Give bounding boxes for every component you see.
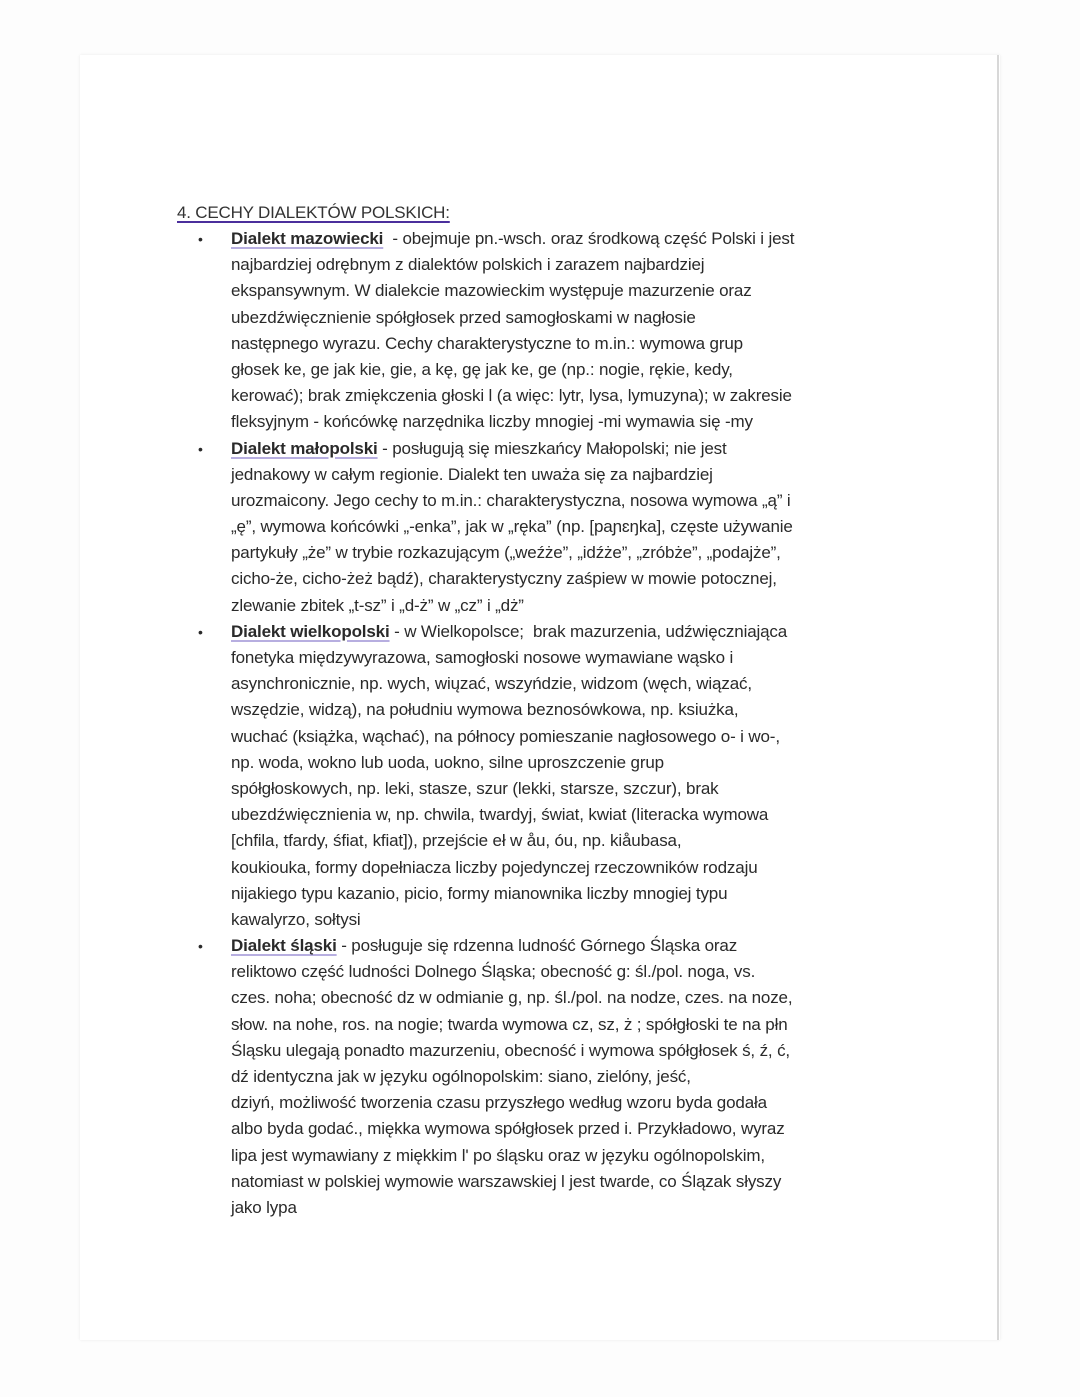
dialect-item [198, 436, 794, 619]
text-line: natomiast w polskiej wymowie warszawskiej l jest twarde, co Ślązak słyszy [231, 1171, 782, 1191]
bullet-icon: • [198, 440, 203, 457]
text-line [231, 226, 794, 252]
text-line: asynchronicznie, np. wych, wiųzać, wszyńdzie, widzom (węch, wiązać, [231, 674, 752, 694]
text-line: następnego wyrazu. Cechy charakterystyczne to m.in.: wymowa grup [231, 333, 743, 353]
dialect-description: - obejmuje pn.-wsch. oraz środkową część Polski i jest [383, 229, 795, 248]
text-line: kerować); brak zmiękczenia głoski l (a więc: lytr, lysa, lymuzyna); w zakresie [231, 386, 792, 406]
text-line: „ę”, wymowa końcówki „-enka”, jak w „ręka” (np. [paɲɛŋka], częste używanie [231, 517, 793, 537]
text-line: fonetyka międzywyrazowa, samogłoski nosowe wymawiane wąsko i [231, 648, 734, 667]
dialect-description: - posługują się mieszkańcy Małopolski; nie jest [377, 438, 727, 458]
text-line: fleksyjnym - końcówkę narzędnika liczby mnogiej -mi wymawia się -my [231, 412, 753, 432]
text-line: słow. na nohe, ros. na nogie; twarda wymowa cz, sz, ż ; spółgłoski te na płn [231, 1014, 788, 1034]
dialect-item [198, 933, 794, 1221]
text-line [231, 619, 794, 645]
text-line: głosek ke, ge jak kie, gie, a kę, gę jak ke, ge (np.: nogie, rękie, kedy, [231, 359, 733, 379]
text-line [231, 436, 794, 462]
text-line: najbardziej odrębnym z dialektów polskich i zarazem najbardziej [231, 255, 705, 275]
text-line: dziyń, możliwość tworzenia czasu przyszłego według wzoru byda godała [231, 1093, 767, 1113]
dialect-name: Dialekt mazowiecki [231, 229, 384, 248]
text-line: kawalyrzo, sołtysi [231, 909, 361, 929]
text-line: wszędzie, widzą), na południu wymowa beznosówkowa, np. ksiużka, [231, 700, 739, 720]
text-line: albo byda godać., miękka wymowa spółgłosek przed i. Przykładowo, wyraz [231, 1119, 785, 1139]
text-line [231, 933, 794, 959]
text-line: czes. noha; obecność dz w odmianie g, np. śl./pol. na nodze, czes. na noze, [231, 988, 793, 1008]
text-line: spółgłoskowych, np. leki, stasze, szur (lekki, starsze, szczur), brak [231, 778, 719, 798]
dialect-name: Dialekt wielkopolski [231, 621, 390, 641]
text-line: cicho-że, cicho-żeż bądź), charakterystyczny zaśpiew w mowie potocznej, [231, 569, 777, 589]
text-line: urozmaicony. Jego cechy to m.in.: charakterystyczna, nosowa wymowa „ą” i [231, 490, 791, 510]
text-line: ubezdźwięcznienie spółgłosek przed samogłoskami w nagłosie [231, 307, 696, 327]
bullet-icon: • [198, 623, 203, 640]
page-edge [997, 55, 999, 1340]
text-line: lipa jest wymawiany z miękkim l' po śląsku oraz w języku ogólnopolskim, [231, 1145, 765, 1165]
dialect-list [198, 226, 795, 1221]
dialect-item [198, 619, 794, 933]
dialect-name: Dialekt małopolski [231, 438, 378, 458]
dialect-item [198, 226, 795, 436]
section-heading: 4. CECHY DIALEKTÓW POLSKICH: [177, 203, 450, 222]
text-line: jako lypa [231, 1197, 297, 1217]
dialect-description: - posługuje się rdzenna ludność Górnego Śląska oraz [336, 936, 738, 956]
bullet-icon: • [198, 231, 203, 247]
text-line: zlewanie zbitek „t-sz” i „d-ż” w „cz” i „dż” [231, 595, 524, 615]
dialect-description: - w Wielkopolsce; brak mazurzenia, udźwięczniająca [389, 621, 788, 641]
text-line: Śląsku ulegają ponadto mazurzeniu, obecność i wymowa spółgłosek ś, ź, ć, [231, 1040, 790, 1060]
dialect-name: Dialekt śląski [231, 936, 337, 956]
text-line: jednakowy w całym regionie. Dialekt ten uważa się za najbardziej [231, 464, 713, 484]
text-line: ubezdźwięcznienia w, np. chwila, twardyj, świat, kwiat (literacka wymowa [231, 805, 769, 825]
text-line: reliktowo część ludności Dolnego Śląska; obecność g: śl./pol. noga, vs. [231, 962, 756, 982]
text-line: partykuły „że” w trybie rozkazującym („weźże”, „idźże”, „zróbże”, „podajże”, [231, 543, 781, 563]
text-line: nijakiego typu kazanio, picio, formy mianownika liczby mnogiej typu [231, 883, 728, 903]
text-line: wuchać (książka, wąchać), na północy pomieszanie nagłosowego o- i wo-, [231, 726, 780, 746]
text-line: dź identyczna jak w języku ogólnopolskim: siano, zielóny, jeść, [231, 1067, 691, 1086]
text-line: np. woda, wokno lub uoda, uokno, silne uproszczenie grup [231, 752, 664, 772]
text-line: koukiouka, formy dopełniacza liczby pojedynczej rzeczowników rodzaju [231, 857, 758, 877]
text-line: [chfila, tfardy, śfiat, kfiat]), przejście eł w åu, óu, np. kiåubasa, [231, 831, 682, 851]
text-line: ekspansywnym. W dialekcie mazowieckim występuje mazurzenie oraz [231, 281, 752, 301]
bullet-icon: • [198, 938, 203, 955]
